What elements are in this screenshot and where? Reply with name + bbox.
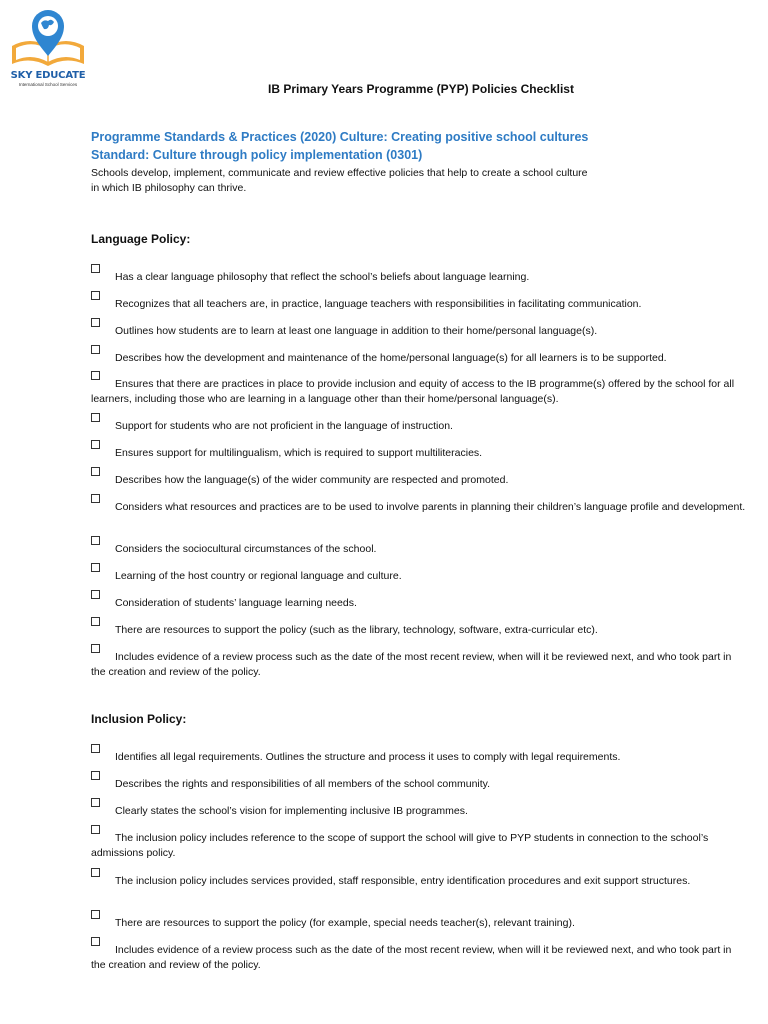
checklist-item-text: Ensures that there are practices in place to provide inclusion and equity of access to the IB programme(s) offered by the school for all learners, including those who are learning in a language other than their home/personal language(s). [91,378,735,405]
checklist-item-text: Identifies all legal requirements. Outlines the structure and process it uses to comply with legal requirements. [115,751,621,763]
standard-heading: Standard: Culture through policy implementation (0301) [91,148,423,162]
checklist-item-text: Ensures support for multilingualism, which is required to support multiliteracies. [115,447,483,459]
checklist-item [91,804,746,819]
checklist-item-text: Has a clear language philosophy that reflect the school’s beliefs about language learning. [115,271,530,283]
checkbox[interactable] [91,910,100,919]
document-title: IB Primary Years Programme (PYP) Policies Checklist [268,82,574,96]
checklist-item-text: Outlines how students are to learn at least one language in addition to their home/personal language(s). [115,325,598,337]
checkbox[interactable] [91,744,100,753]
checklist-item [91,351,746,366]
checklist-item [91,623,746,638]
language-policy-title: Language Policy: [91,232,191,246]
checklist-item-text: Describes how the language(s) of the wider community are respected and promoted. [115,474,509,486]
checkbox[interactable] [91,825,100,834]
checklist-item-text: Includes evidence of a review process such as the date of the most recent review, when will it be reviewed next, and who took part in the creation and review of the policy. [91,651,732,678]
sky-educate-logo [8,6,88,90]
checklist-item [91,473,746,488]
intro-description-line: Schools develop, implement, communicate and review effective policies that help to create a school culture [91,167,588,179]
checklist-item-text: The inclusion policy includes reference to the scope of support the school will give to PYP students in connection to the school’s admissions policy. [91,832,709,859]
checklist-item [91,569,746,584]
checkbox[interactable] [91,413,100,422]
checkbox[interactable] [91,264,100,273]
checklist-item-text: There are resources to support the policy (such as the library, technology, software, extra-curricular etc). [115,624,598,636]
checkbox[interactable] [91,798,100,807]
checkbox[interactable] [91,345,100,354]
checklist-item-text: There are resources to support the policy (for example, special needs teacher(s), relevant training). [115,917,575,929]
checklist-item [91,542,746,557]
checklist-item [91,874,746,889]
checkbox[interactable] [91,494,100,503]
checkbox[interactable] [91,371,100,380]
checklist-item-text: Clearly states the school’s vision for implementing inclusive IB programmes. [115,805,468,817]
checklist-item-text: Includes evidence of a review process such as the date of the most recent review, when will it be reviewed next, and who took part in the creation and review of the policy. [91,944,732,971]
checklist-item-text: The inclusion policy includes services provided, staff responsible, entry identification procedures and exit support structures. [115,875,691,887]
checklist-item [91,916,746,931]
standards-heading: Programme Standards & Practices (2020) Culture: Creating positive school cultures [91,130,589,144]
checklist-item [91,500,746,515]
intro-block [91,128,691,196]
checklist-item-text: Consideration of students’ language learning needs. [115,597,357,609]
checklist-item-text: Considers the sociocultural circumstances of the school. [115,543,377,555]
checklist-item [91,650,746,680]
checklist-item [91,750,746,765]
checklist-item [91,270,746,285]
checklist-item-text: Describes how the development and maintenance of the home/personal language(s) for all learners is to be supported. [115,352,667,364]
checklist-item-text: Recognizes that all teachers are, in practice, language teachers with responsibilities in facilitating communication. [115,298,642,310]
intro-description-line: in which IB philosophy can thrive. [91,182,247,194]
checklist-item-text: Support for students who are not proficient in the language of instruction. [115,420,453,432]
checkbox[interactable] [91,644,100,653]
checklist-item [91,446,746,461]
checklist-item [91,297,746,312]
inclusion-policy-title: Inclusion Policy: [91,712,187,726]
book-globe-logo-icon [8,6,88,70]
checkbox[interactable] [91,318,100,327]
checkbox[interactable] [91,536,100,545]
checkbox[interactable] [91,440,100,449]
checkbox[interactable] [91,563,100,572]
intro-description [91,166,691,196]
checkbox[interactable] [91,771,100,780]
checklist-item [91,324,746,339]
checklist-item-text: Describes the rights and responsibilities of all members of the school community. [115,778,491,790]
logo-name: SKY EDUCATE [10,70,86,81]
checklist-item [91,777,746,792]
checklist-item [91,943,746,973]
checkbox[interactable] [91,617,100,626]
checklist-item [91,596,746,611]
checkbox[interactable] [91,868,100,877]
checklist-item [91,419,746,434]
checkbox[interactable] [91,291,100,300]
checklist-item-text: Considers what resources and practices are to be used to involve parents in planning their children’s language profile and development. [115,501,746,513]
checkbox[interactable] [91,590,100,599]
logo-tagline: International School Services [18,82,78,87]
checklist-item-text: Learning of the host country or regional language and culture. [115,570,402,582]
checkbox[interactable] [91,937,100,946]
checkbox[interactable] [91,467,100,476]
checklist-item [91,377,746,407]
checklist-item [91,831,746,861]
